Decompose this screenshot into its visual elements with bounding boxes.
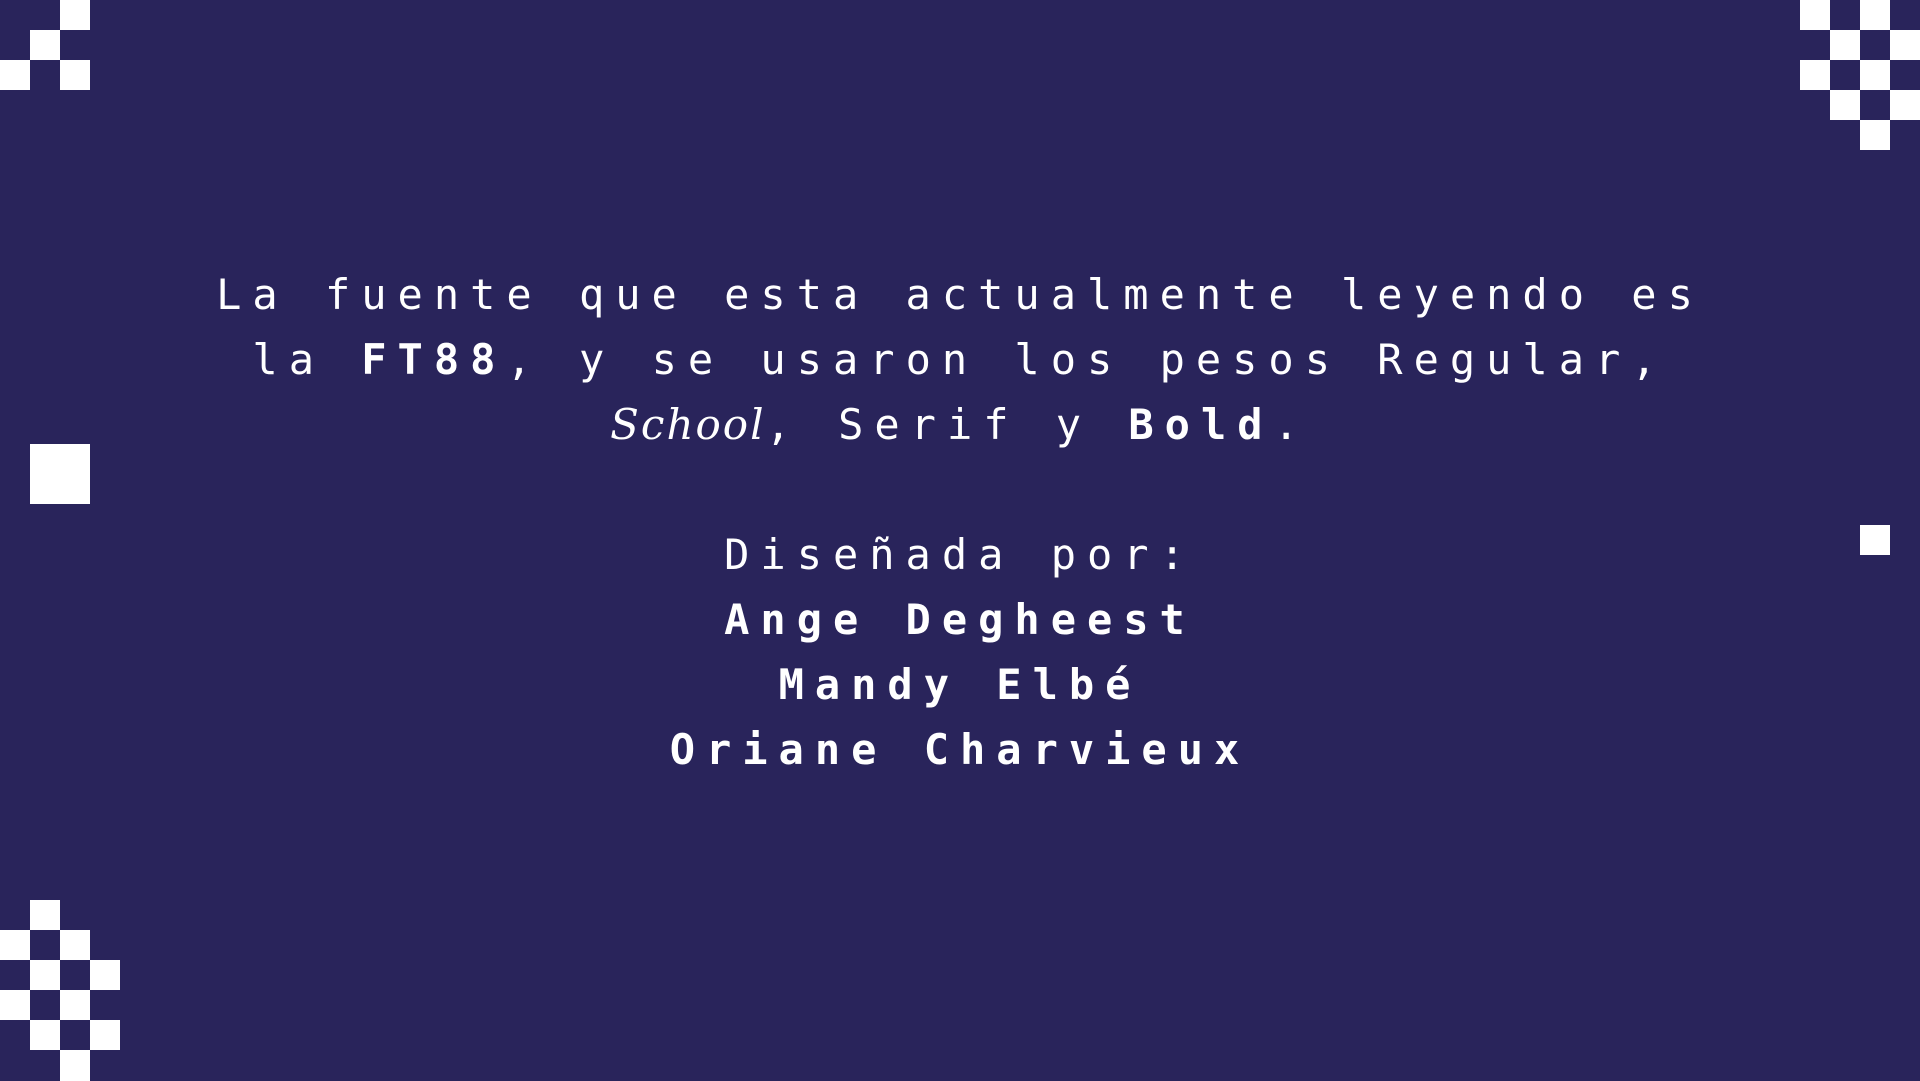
- intro-text-2b: , y se usaron los pesos Regular,: [506, 335, 1668, 384]
- credits-label: Diseñada por:: [724, 530, 1196, 579]
- designer-name: Oriane Charvieux: [669, 725, 1251, 774]
- intro-line-2: [0, 327, 1920, 392]
- intro-line-3: [0, 392, 1920, 457]
- designer-name: Ange Degheest: [724, 595, 1196, 644]
- intro-text-3b: .: [1273, 400, 1310, 449]
- weight-bold: Bold: [1128, 400, 1274, 449]
- designer-name: Mandy Elbé: [778, 660, 1142, 709]
- intro-text-1: La fuente que esta actualmente leyendo es: [216, 270, 1704, 319]
- intro-text-2a: la: [252, 335, 362, 384]
- intro-line-1: [0, 262, 1920, 327]
- intro-text-3a: , Serif y: [765, 400, 1129, 449]
- main-text: [0, 262, 1920, 782]
- font-name: FT88: [361, 335, 507, 384]
- spacer: [0, 457, 1920, 522]
- weight-school: School: [610, 400, 766, 449]
